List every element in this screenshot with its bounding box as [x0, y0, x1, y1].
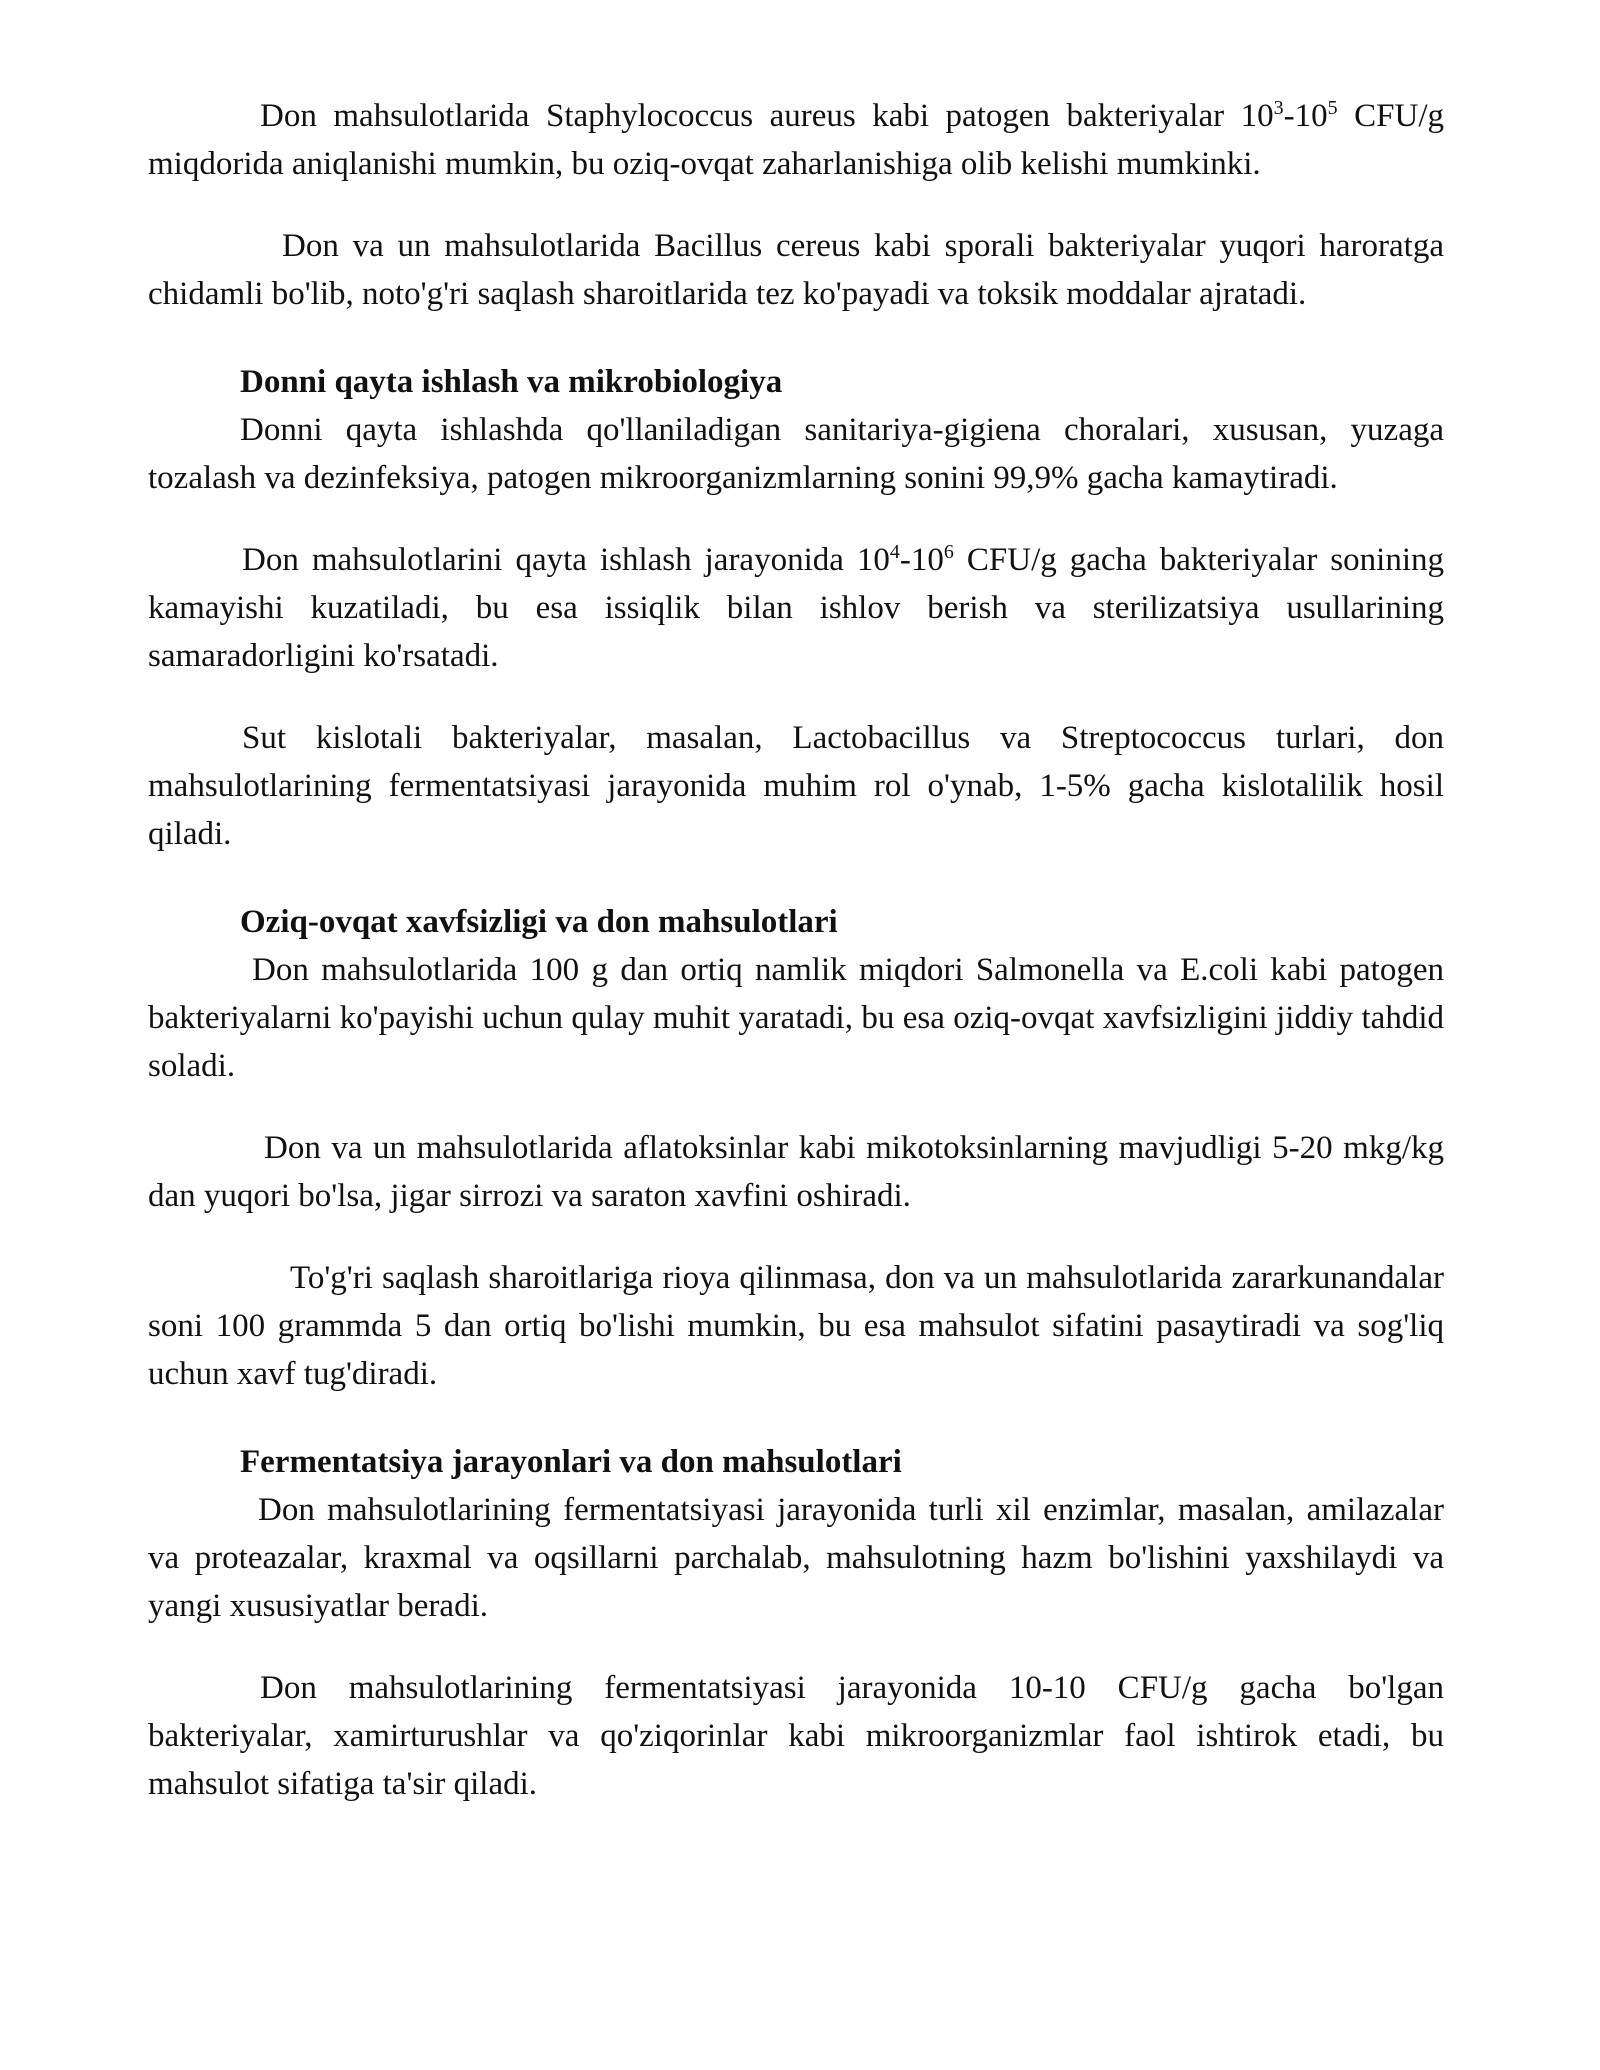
- paragraph: Don mahsulotlarida 100 g dan ortiq namlik miqdori Salmonella va E.coli kabi patogen bakteriyalarni ko'payishi uchun qulay muhit yaratadi, bu esa oziq-ovqat xavfsizligini jiddiy tahdid soladi.: [148, 952, 1444, 1084]
- paragraph: Donni qayta ishlashda qo'llaniladigan sanitariya-gigiena choralari, xususan, yuzaga tozalash va dezinfeksiya, patogen mikroorganizmlarning sonini 99,9% gacha kamaytiradi.: [148, 412, 1444, 496]
- paragraph: Don va un mahsulotlarida Bacillus cereus kabi sporali bakteriyalar yuqori haroratga chidamli bo'lib, noto'g'ri saqlash sharoitlarida tez ko'payadi va toksik moddalar ajratadi.: [148, 228, 1444, 312]
- paragraph: To'g'ri saqlash sharoitlariga rioya qilinmasa, don va un mahsulotlarida zararkunandalar soni 100 grammda 5 dan ortiq bo'lishi mumkin, bu esa mahsulot sifatini pasaytiradi va sog'liq uchun xavf tug'diradi.: [148, 1260, 1444, 1392]
- paragraph: Sut kislotali bakteriyalar, masalan, Lactobacillus va Streptococcus turlari, don mahsulotlarining fermentatsiyasi jarayonida muhim rol o'ynab, 1-5% gacha kislotalilik hosil qiladi.: [148, 720, 1444, 852]
- paragraph: Don mahsulotlarida Staphylococcus aureus kabi patogen bakteriyalar $10^3-10^5$ CFU/g miqdorida aniqlanishi mumkin, bu oziq-ovqat zaharlanishiga olib kelishi mumkinki.: [148, 97, 1444, 182]
- paragraph: Don mahsulotlarini qayta ishlash jarayonida $10^4-10^6$ CFU/g gacha bakteriyalar sonining kamayishi kuzatiladi, bu esa issiqlik bilan ishlov berish va sterilizatsiya usullarining samaradorligini ko'rsatadi.: [148, 541, 1444, 674]
- document-page: [148, 92, 1444, 1842]
- paragraph: Don va un mahsulotlarida aflatoksinlar kabi mikotoksinlarning mavjudligi 5-20 mkg/kg dan yuqori bo'lsa, jigar sirrozi va saraton xavfini oshiradi.: [148, 1130, 1444, 1214]
- section-heading: Fermentatsiya jarayonlari va don mahsulotlari: [240, 1444, 902, 1480]
- section-heading: Donni qayta ishlash va mikrobiologiya: [240, 364, 783, 400]
- section-heading: Oziq-ovqat xavfsizligi va don mahsulotlari: [240, 904, 838, 940]
- paragraph: Don mahsulotlarining fermentatsiyasi jarayonida 10-10 CFU/g gacha bo'lgan bakteriyalar, xamirturushlar va qo'ziqorinlar kabi mikroorganizmlar faol ishtirok etadi, bu mahsulot sifatiga ta'sir qiladi.: [148, 1670, 1444, 1802]
- paragraph: Don mahsulotlarining fermentatsiyasi jarayonida turli xil enzimlar, masalan, amilazalar va proteazalar, kraxmal va oqsillarni parchalab, mahsulotning hazm bo'lishini yaxshilaydi va yangi xususiyatlar beradi.: [148, 1492, 1444, 1624]
